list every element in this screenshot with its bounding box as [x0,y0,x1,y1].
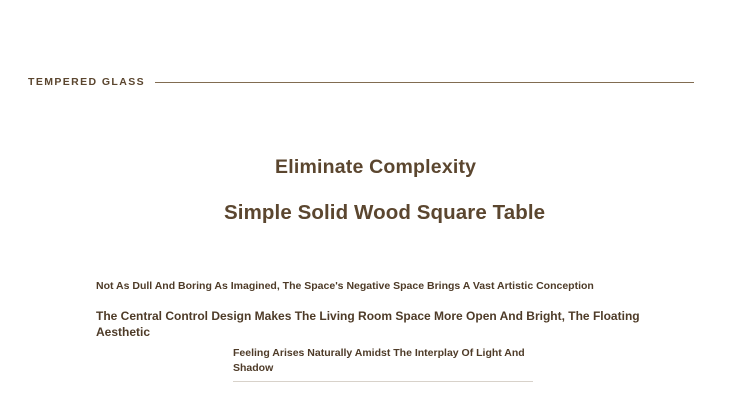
bottom-divider [233,381,533,382]
headline-secondary: Simple Solid Wood Square Table [224,201,546,224]
body-copy-line-1: Not As Dull And Boring As Imagined, The Space's Negative Space Brings A Vast Artistic Conception [96,280,594,292]
body-copy-line-2: The Central Control Design Makes The Living Room Space More Open And Bright, The Floating Aesthetic [96,309,640,339]
eyebrow-label: TEMPERED GLASS [28,76,146,88]
body-copy-line-3: Feeling Arises Naturally Amidst The Interplay Of Light And Shadow [233,347,525,374]
eyebrow [28,76,694,88]
eyebrow-divider [155,82,694,83]
headline-primary: Eliminate Complexity [275,156,477,178]
